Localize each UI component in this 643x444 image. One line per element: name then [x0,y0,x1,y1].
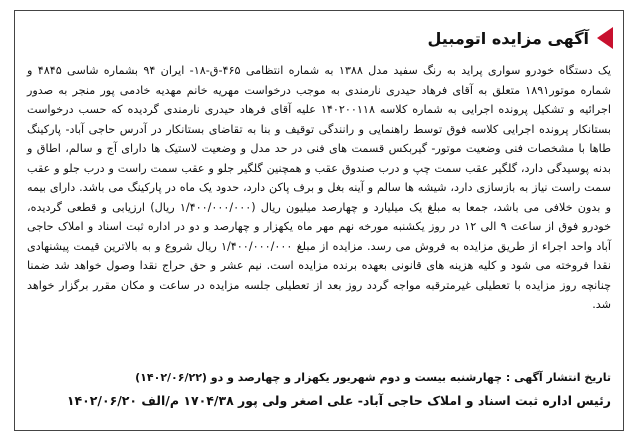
notice-body-paragraph: یک دستگاه خودرو سواری پراید به رنگ سفید مدل ۱۳۸۸ به شماره انتظامی ۴۶۵-ق-۱۸- ایران ۹۴ بشماره شاسی ۴۸۴۵ و شماره موتور۱۸۹۱ متعلق به آقای فرهاد حیدری نارمندی به موجب درخواست مهریه خانم مهدیه خادمی پور منجر به صدور اجرائیه و تشکیل پرونده اجرایی به شماره کلاسه ۱۴۰۲۰۰۱۱۸ علیه آقای فرهاد حیدری نارمندی گردیده که حسب درخواست بستانکار پرونده اجرایی کلاسه فوق توسط راهنمایی و رانندگی توقیف و بنا به تقاضای بستانکار در آدرس حاجی آباد- پارکینگ طاها با مشخصات فنی وضعیت موتور- گیربکس قسمت های فنی در حد مدل و وضعیت لاستیک ها دارای آج و سالم، اطاق و بدنه پوسیدگی دارد، گلگیر عقب سمت چپ و درب صندوق عقب و همچنین گلگیر جلو و عقب سمت راست و درب جلو و عقب سمت راست نیاز به بازسازی دارد، شیشه ها سالم و آینه بغل و برف پاکن دارد، حدود یک ماه در پارکینگ می باشد. دارای بیمه و بدون خلافی می باشد، جمعا به مبلغ یک میلیارد و چهارصد میلیون ریال (۱/۴۰۰/۰۰۰/۰۰۰ ریال) ارزیابی و قطعی گردیده، خودرو فوق از ساعت ۹ الی ۱۲ در روز یکشنبه مورخه نهم مهر ماه یکهزار و چهارصد و دو در اداره ثبت اسناد و املاک حاجی آباد واحد اجراء از طریق مزایده به فروش می رسد. مزایده از مبلغ ۱/۴۰۰/۰۰۰/۰۰۰ ریال شروع و به بالاترین قیمت پیشنهادی نقدا فروخته می شود و کلیه هزینه های قانونی بعهده برنده مزایده است. نیم عشر و حق حراج نقدا وصول خواهد شد ضمنا چنانچه روز مزایده با تعطیلی غیرمترقبه مواجه گردد روز بعد از تعطیلی جلسه مزایده در ساعت و مکان مقرر برگزار خواهد شد. [27,64,612,311]
signature-line: رئیس اداره ثبت اسناد و املاک حاجی آباد- علی اصغر ولی پور ۱۷۰۴/۳۸ م/الف ۱۴۰۲/۰۶/۲۰ [66,393,611,408]
notice-header [428,25,614,51]
notice-body [27,61,611,315]
auction-notice [14,10,624,431]
triangle-marker-icon [597,27,613,49]
publication-date: تاریخ انتشار آگهی : چهارشنبه بیست و دوم شهریور یکهزار و چهارصد و دو (۱۴۰۲/۰۶/۲۲) [135,371,611,384]
notice-title: آگهی مزایده اتومبیل [427,28,589,48]
